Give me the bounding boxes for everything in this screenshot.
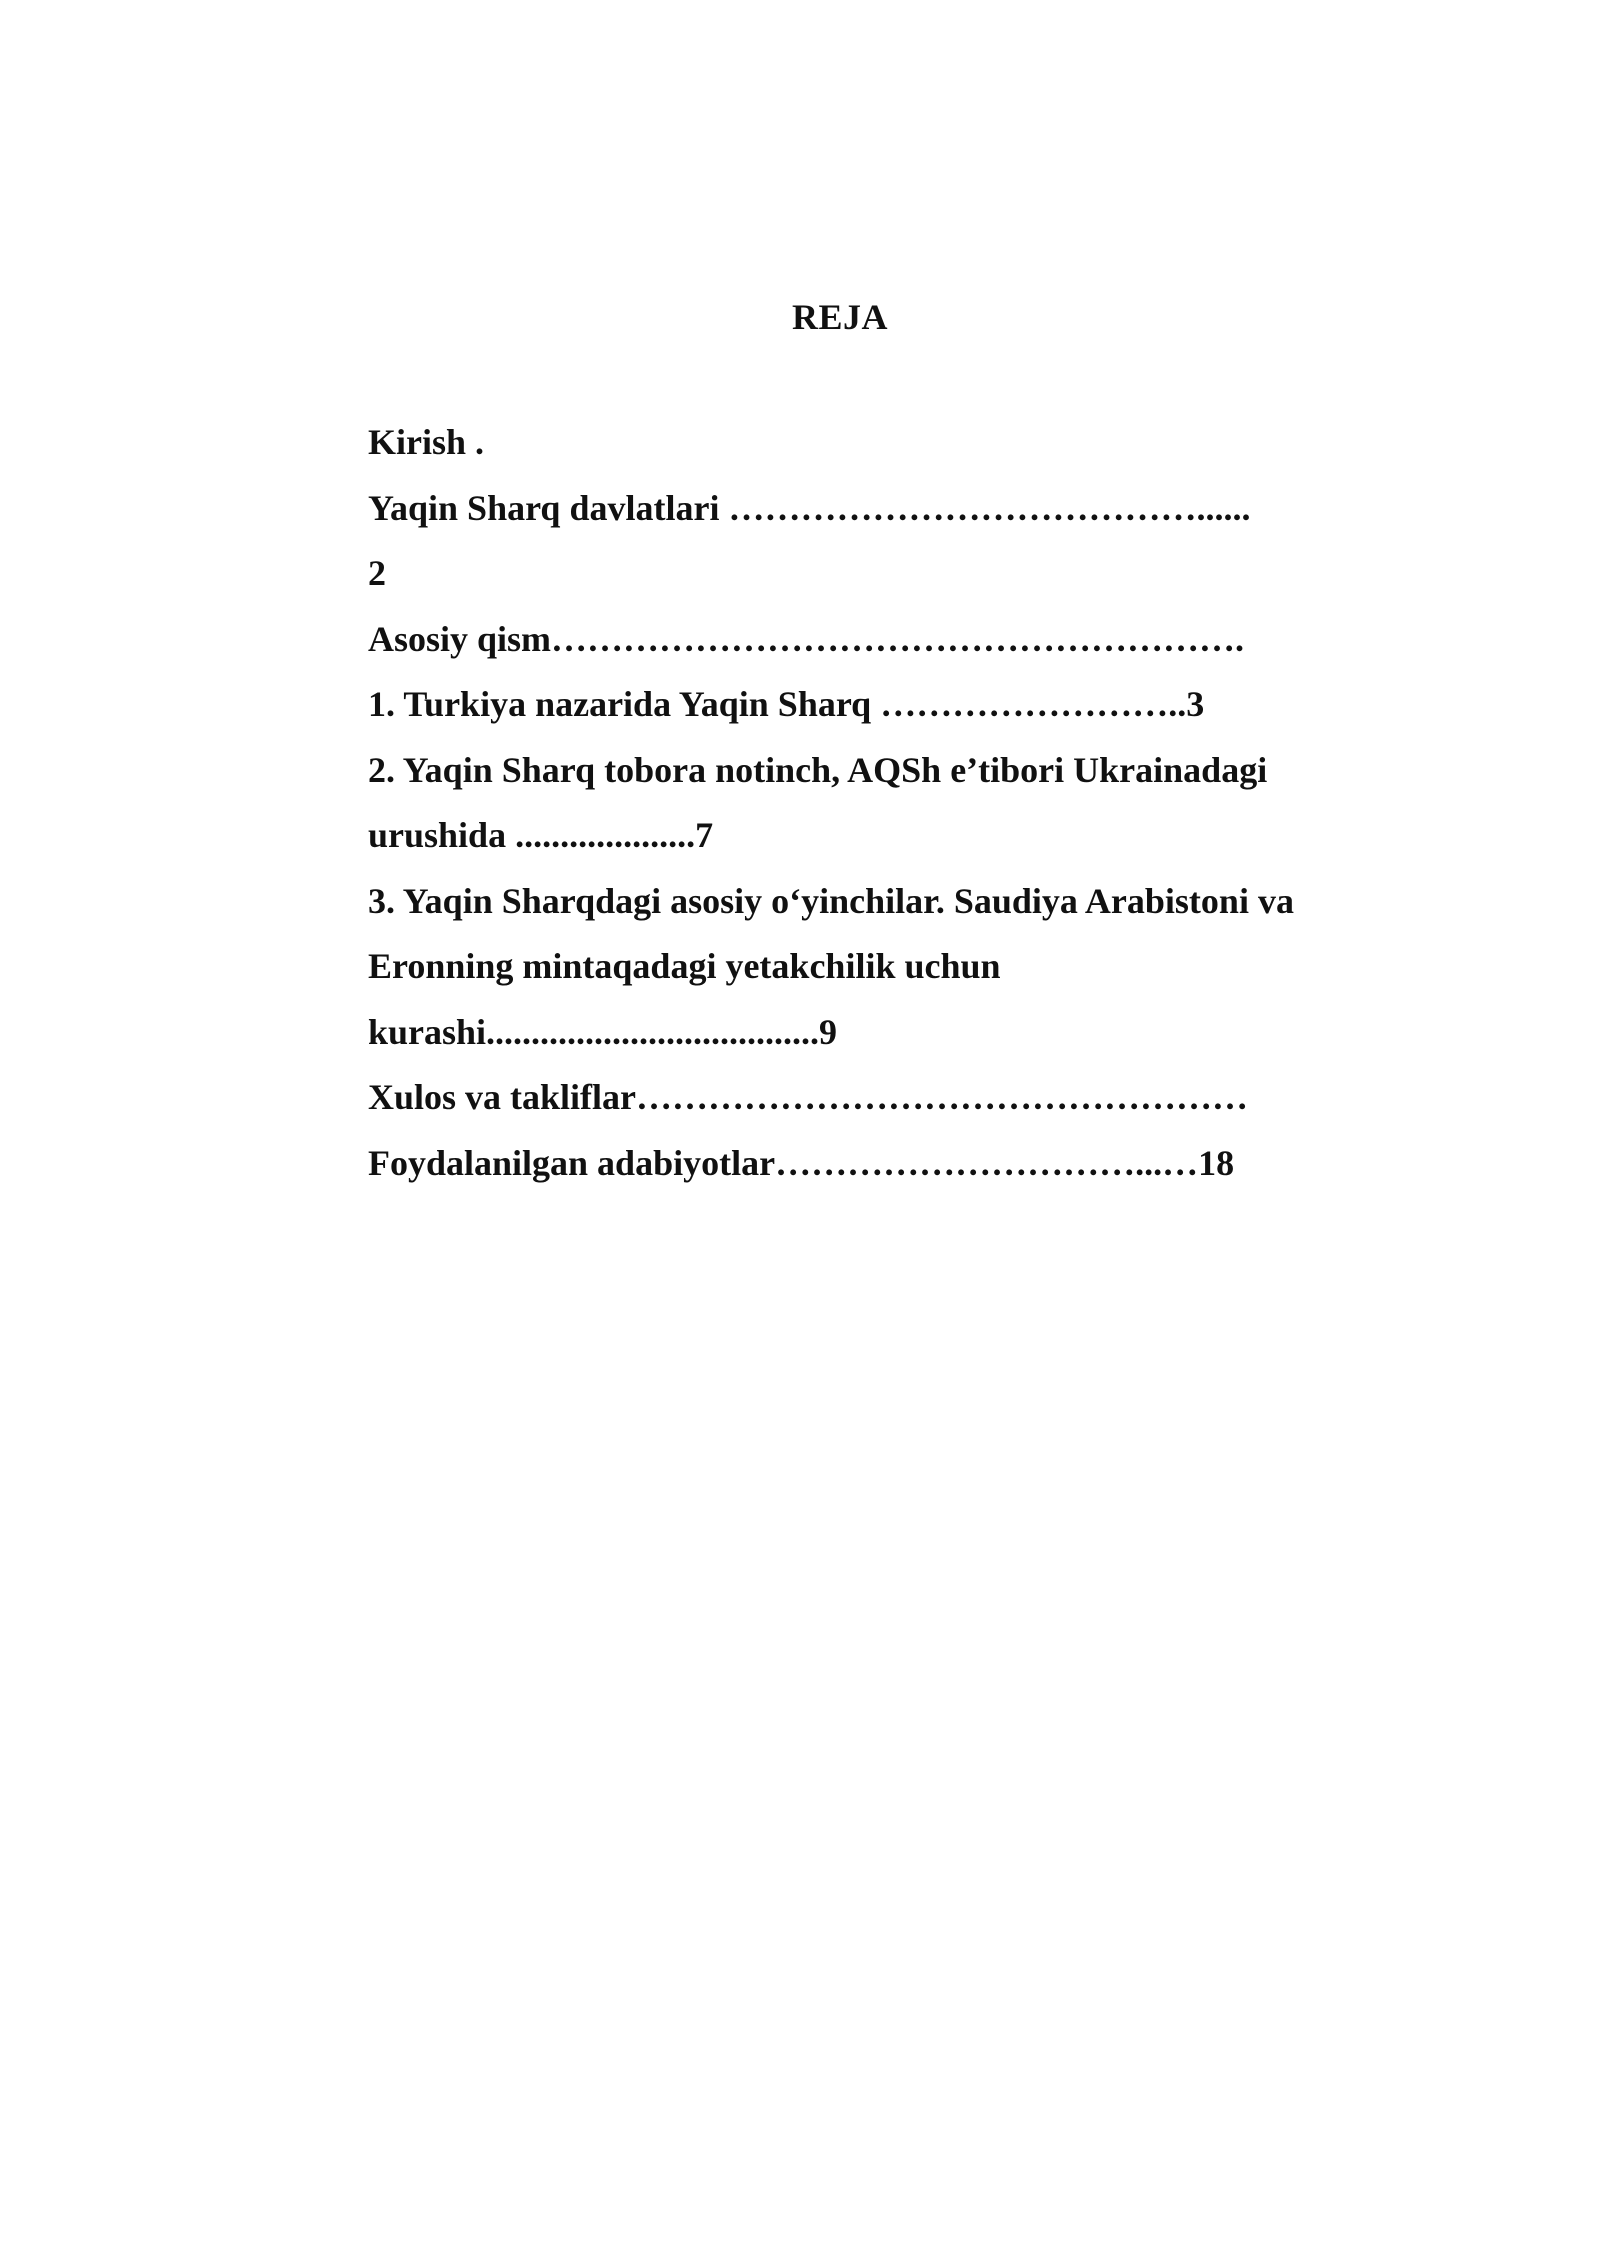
toc-line-xulosa: Xulos va takliflar…………………………………………… [368,1077,1249,1117]
toc-line-section-1: 1. Turkiya nazarida Yaqin Sharq ……………………..3 [368,684,1205,724]
toc-line-asosiy-qism: Asosiy qism…………………………………………………. [368,618,1245,659]
table-of-contents [368,410,1368,1196]
toc-line-section-3: 3. Yaqin Sharqdagi asosiy o‘yinchilar. Saudiya Arabistoni va [368,880,1294,921]
toc-line-kirish: Kirish . [368,422,485,462]
toc-line-section-3-end: kurashi.....................................9 [368,1011,838,1052]
toc-line-section-2-cont: urushida ....................7 [368,815,714,855]
toc-line-yaqin-sharq-davlatlari: Yaqin Sharq davlatlari …………………………………...... [368,487,1251,528]
toc-line-section-2: 2. Yaqin Sharq tobora notinch, AQSh e’tibori Ukrainadagi [368,749,1268,790]
page-title: REJA [791,297,888,337]
toc-line-adabiyotlar: Foydalanilgan adabiyotlar…………………………...…18 [368,1142,1235,1183]
toc-line-section-3-cont: Eronning mintaqadagi yetakchilik uchun [368,946,1001,986]
toc-line-page-number: 2 [368,553,386,593]
